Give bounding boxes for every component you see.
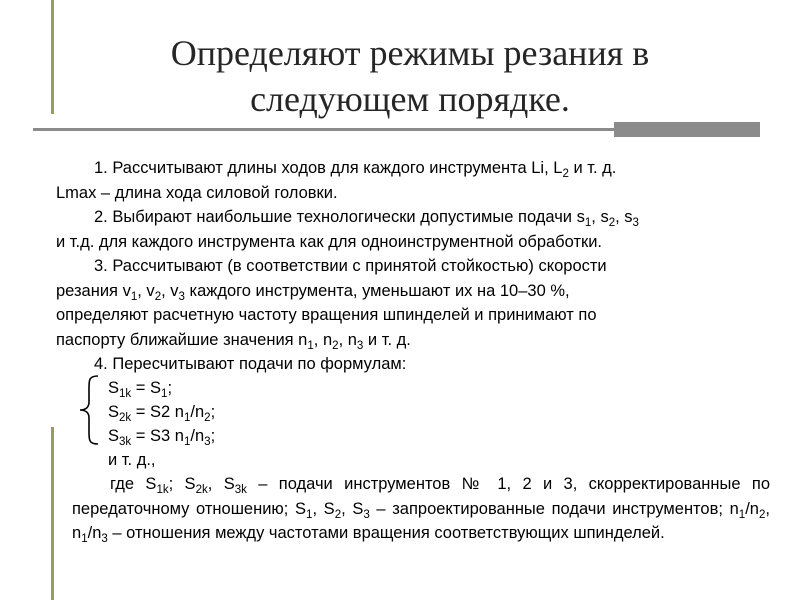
step-1-line-1: 1. Рассчитывают длины ходов для каждого инструмента Li, $L_2$ и т. д.: [94, 159, 617, 181]
formula-s1k: $S_{1k} = S_1$;: [108, 379, 173, 401]
step-3-line-3: определяют расчетную частоту вращения шпинделей и принимают по: [56, 306, 597, 324]
step-3-line-2: резания $v_1$, $v_2$, $v_3$ каждого инструмента, уменьшают их на 10–30 %,: [56, 281, 570, 303]
slide-title-line-2: следующем порядке.: [250, 79, 570, 119]
explanation-paragraph: где $S_{1k}$; $S_{2k}$, $S_{3k}$ – подачи инструментов № 1, 2 и 3, скорректированные по передаточному отношению; $S_1$, $S_2$, $S_3$ – запроектированные подачи инструментов; $n_1/n_2$, $n_1/n_3$ – отношения между частотами вращения соответствующих шпинделей.: [72, 475, 771, 546]
formula-s3k: $S_{3k} = S3$ $n_1/n_3$;: [108, 427, 216, 449]
left-accent-bar-bottom: [51, 427, 54, 600]
step-3-line-1: 3. Рассчитывают (в соответствии с принятой стойкостью) скорости: [94, 257, 607, 275]
step-2-line-2: и т.д. для каждого инструмента как для одноинструментной обработки.: [56, 232, 603, 251]
steps-text: [56, 156, 746, 377]
slide-title: [60, 30, 760, 122]
step-1-line-2: Lmax – длина хода силовой головки.: [56, 183, 338, 202]
formula-etc: и т. д.,: [108, 451, 156, 469]
formula-s2k: $S_{2k} = S2$ $n_1/n_2$;: [108, 403, 216, 425]
slide-title-line-1: Определяют режимы резания в: [170, 33, 650, 73]
step-3-line-4: паспорту ближайшие значения $n_1$, $n_2$, $n_3$ и т. д.: [56, 330, 411, 352]
step-4-line-1: 4. Пересчитывают подачи по формулам:: [94, 355, 407, 373]
curly-brace-icon: [76, 374, 102, 446]
left-accent-bar-top: [51, 0, 54, 114]
title-divider-accent: [614, 122, 760, 137]
step-2-line-1: 2. Выбирают наибольшие технологически допустимые подачи $s_1$, $s_2$, $s_3$: [94, 208, 639, 230]
